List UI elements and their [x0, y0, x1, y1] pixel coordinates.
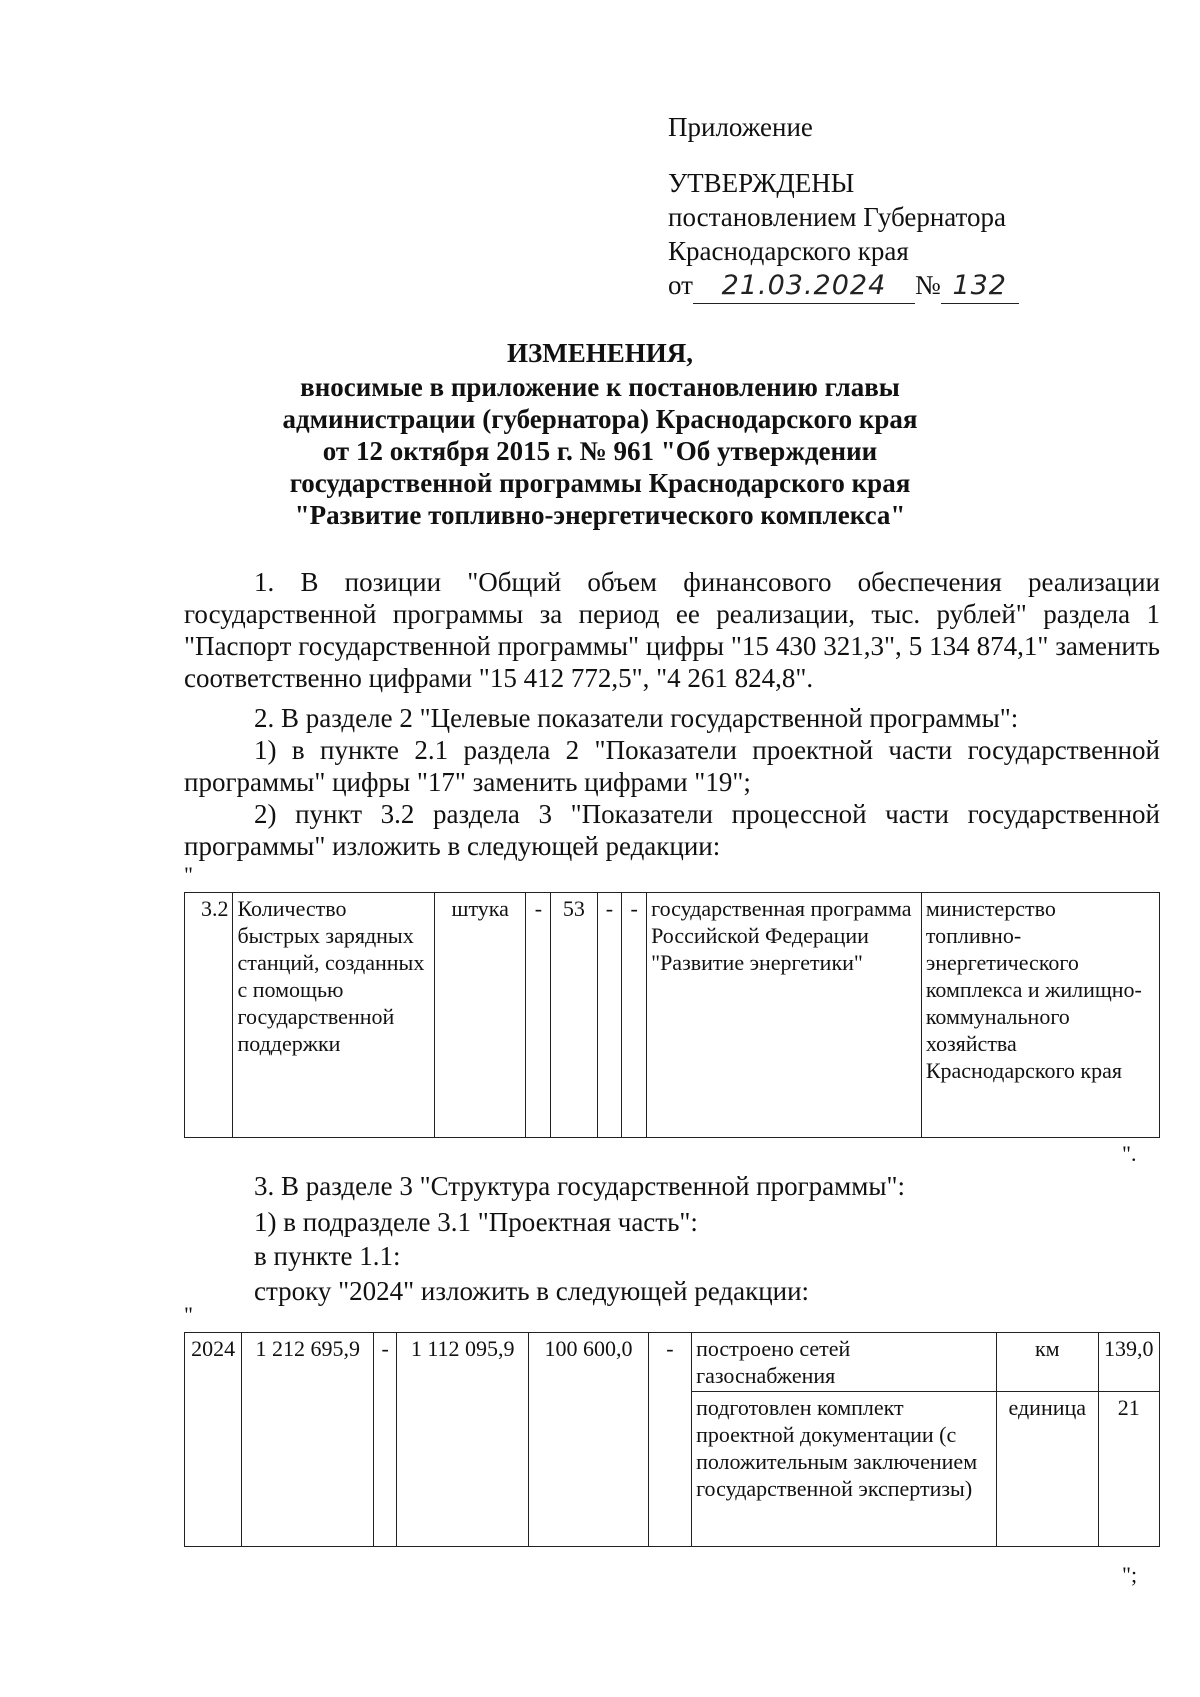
appendix-label: Приложение — [668, 112, 813, 142]
table-row — [185, 893, 1160, 1138]
table-cell: 1 112 095,9 — [397, 1333, 529, 1547]
title-line-4: государственной программы Краснодарского края — [289, 468, 911, 498]
table-cell: штука — [434, 893, 526, 1138]
approval-number: 132 — [941, 269, 1019, 304]
title-line-2: администрации (губернатора) Краснодарского края — [282, 404, 918, 434]
title-line-1: вносимые в приложение к постановлению главы — [300, 372, 900, 402]
paragraph-3: 1) в пункте 2.1 раздела 2 "Показатели проектной части государственной программы" цифры "17" заменить цифрами "19"; — [184, 735, 1160, 797]
table-cell: - — [374, 1333, 397, 1547]
title-main: ИЗМЕНЕНИЯ, — [506, 338, 693, 368]
approval-block — [668, 110, 1019, 304]
table-cell: 53 — [551, 893, 597, 1138]
document-title — [0, 337, 1200, 531]
table-cell: министерство топливно-энергетического комплекса и жилищно-коммунального хозяйства Краснодарского края — [921, 893, 1159, 1138]
indicators-table — [184, 892, 1160, 1138]
table-cell: единица — [996, 1392, 1098, 1547]
table-cell: построено сетей газоснабжения — [692, 1333, 997, 1392]
table-cell: 2024 — [185, 1333, 242, 1547]
date-prefix: от — [668, 270, 693, 300]
approval-line-2: Краснодарского края — [668, 236, 909, 266]
approval-line-1: постановлением Губернатора — [668, 202, 1006, 232]
table-cell: 139,0 — [1098, 1333, 1159, 1392]
table-row — [185, 1333, 1160, 1392]
open-quote-1: " — [184, 862, 193, 887]
table-cell: - — [597, 893, 622, 1138]
table-cell: - — [526, 893, 551, 1138]
open-quote-2: " — [184, 1302, 193, 1327]
table-cell: государственная программа Российской Федерации "Развитие энергетики" — [647, 893, 922, 1138]
approved-label: УТВЕРЖДЕНЫ — [668, 168, 855, 198]
paragraph-1: 1. В позиции "Общий объем финансового обеспечения реализации государственной программы за период ее реализации, тыс. рублей" раздела 1 "Паспорт государственной программы" цифры "15 430 321,3", 5 134 874,1" заменить соответственно цифрами "15 412 772,5", "4 261 824,8". — [184, 567, 1160, 693]
table-cell: км — [996, 1333, 1098, 1392]
close-quote-1: ". — [1122, 1141, 1137, 1166]
title-line-5: "Развитие топливно-энергетического комплекса" — [294, 500, 906, 530]
paragraph-4: 2) пункт 3.2 раздела 3 "Показатели процессной части государственной программы" изложить в следующей редакции: — [184, 799, 1160, 861]
paragraph-8: строку "2024" изложить в следующей редакции: — [254, 1276, 810, 1306]
number-prefix: № — [914, 270, 941, 300]
table-cell: - — [622, 893, 647, 1138]
table-cell: 1 212 695,9 — [242, 1333, 374, 1547]
structure-table — [184, 1332, 1160, 1547]
table-cell: 100 600,0 — [529, 1333, 649, 1547]
paragraph-5: 3. В разделе 3 "Структура государственной программы": — [254, 1171, 906, 1201]
title-line-3: от 12 октября 2015 г. № 961 "Об утверждении — [322, 436, 878, 466]
close-quote-2: "; — [1122, 1562, 1138, 1587]
paragraph-7: в пункте 1.1: — [254, 1241, 401, 1271]
table-cell: - — [648, 1333, 691, 1547]
paragraph-6: 1) в подразделе 3.1 "Проектная часть": — [254, 1207, 698, 1237]
approval-date: 21.03.2024 — [693, 269, 915, 304]
table-cell: 3.2 — [185, 893, 233, 1138]
table-cell: подготовлен комплект проектной документации (с положительным заключением государственной экспертизы) — [692, 1392, 997, 1547]
table-cell: 21 — [1098, 1392, 1159, 1547]
paragraph-2: 2. В разделе 2 "Целевые показатели государственной программы": — [254, 703, 1019, 733]
approval-date-line — [668, 268, 1019, 304]
table-cell: Количество быстрых зарядных станций, созданных с помощью государственной поддержки — [233, 893, 434, 1138]
